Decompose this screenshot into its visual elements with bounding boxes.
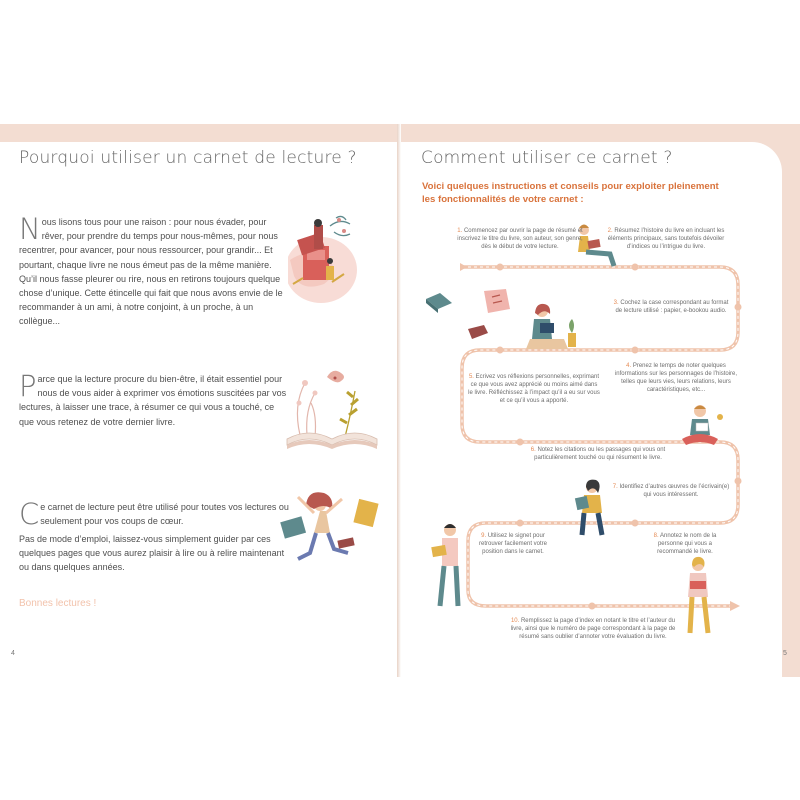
- step-number: 5.: [468, 374, 474, 380]
- step-text: Résumez l’histoire du livre en incluant les éléments principaux, sans toutefois dévoiler d’indices ou l’intrigue du livre.: [607, 228, 725, 250]
- step-6: [528, 446, 668, 462]
- step-5: [468, 373, 600, 405]
- paragraph-4: [19, 532, 291, 575]
- page-number-right: 5: [783, 650, 787, 657]
- sitting-reader-illustration: [572, 479, 612, 541]
- step-text: Prenez le temps de noter quelques informations sur les personnages de l’histoire, telles que leurs vies, leurs relations, leurs caractéristiques, etc...: [614, 363, 738, 393]
- paragraph-text: Pas de mode d’emploi, laissez-vous simplement guider par ces quelques pages que vous aurez plaisir à lire ou à relire maintenant ou dans quelques années.: [19, 534, 285, 573]
- drop-cap: P: [19, 369, 37, 403]
- step-1: [456, 227, 584, 251]
- right-page-title: Comment utiliser ce carnet ?: [421, 148, 673, 168]
- step-number: 4.: [626, 363, 632, 369]
- standing-reader-illustration: [428, 522, 468, 610]
- step-text: Notez les citations ou les passages qui vous ont particulièrement touché ou qui résument le livre.: [534, 447, 666, 461]
- paragraph-2: [19, 369, 291, 429]
- right-page-subtitle: Voici quelques instructions et conseils pour exploiter pleinement les fonctionnalités de votre carnet :: [422, 181, 719, 205]
- step-number: 6.: [530, 447, 536, 453]
- page-number-left: 4: [11, 650, 15, 657]
- step-text: Annotez le nom de la personne qui vous a recommandé le livre.: [657, 533, 717, 555]
- page-gutter: [397, 124, 401, 677]
- drop-cap: C: [19, 497, 40, 531]
- step-number: 2.: [607, 228, 613, 234]
- closing-text: Bonnes lectures !: [19, 598, 97, 609]
- paragraph-1: [19, 212, 291, 329]
- step-4: [614, 362, 738, 394]
- step-number: 1.: [457, 228, 463, 234]
- walking-reader-illustration: [680, 555, 716, 637]
- step-9: [474, 532, 552, 556]
- step-7: [612, 483, 730, 499]
- paragraph-text: e carnet de lecture peut être utilisé pour toutes vos lectures ou seulement pour vos coups de cœur.: [40, 502, 289, 527]
- step-text: Cochez la case correspondant au format de lecture utilisé : papier, e-bookou audio.: [615, 300, 729, 314]
- step-text: Remplissez la page d’index en notant le titre et l’auteur du livre, ainsi que le numéro de page correspondant à la page de résumé sans oublier d’annoter votre évaluation du livre.: [510, 618, 676, 640]
- flying-books-illustration: [422, 285, 514, 345]
- step-3: [612, 299, 730, 315]
- paragraph-text: ous lisons tous pour une raison : pour nous évader, pour rêver, pour prendre du temps pour nous-mêmes, pour nous recentrer, pour avancer, pour nous ressourcer, pour grandir... Et pourtant, chaque livre ne nous émeut pas de la même manière. Qu’il nous fasse pleurer ou rire, nous en retirons toujours quelque chose d’unique. Cette étincelle qui fait que nous avons envie de le recommander à un ami, à notre conjoint, à un proche, à un collègue...: [19, 217, 283, 327]
- jumping-girl-illustration: [276, 483, 384, 571]
- book-stack-illustration: [288, 214, 358, 304]
- left-page-title: Pourquoi utiliser un carnet de lecture ?: [19, 148, 357, 168]
- step-text: Identifiez d’autres œuvres de l’écrivain(e) qui vous intéressent.: [619, 484, 730, 498]
- step-number: 3.: [613, 300, 619, 306]
- step-number: 8.: [653, 533, 659, 539]
- step-2: [600, 227, 732, 251]
- step-number: 10.: [510, 618, 520, 624]
- step-text: Ecrivez vos réflexions personnelles, exprimant ce que vous avez apprécié ou moins aimé dans le livre. Réfléchissez à l’impact qu’il a eu sur vous et ce qu’il vous a apporté.: [468, 374, 600, 404]
- cross-legged-reader-illustration: [674, 403, 728, 449]
- sitting-woman-illustration: [520, 303, 582, 355]
- step-text: Commencez par ouvrir la page de résumé et inscrivez le titre du livre, son auteur, son genre, dès le début de votre lecture.: [457, 228, 583, 250]
- step-number: 7.: [612, 484, 618, 490]
- paragraph-3: [19, 497, 291, 531]
- step-8: [646, 532, 724, 556]
- open-book-illustration: [285, 365, 380, 455]
- step-number: 9.: [481, 533, 487, 539]
- step-text: Utilisez le signet pour retrouver facilement votre position dans le carnet.: [478, 533, 548, 555]
- step-10: [510, 617, 676, 641]
- drop-cap: N: [19, 212, 41, 246]
- paragraph-text: arce que la lecture procure du bien-être, il était essentiel pour nous de vous aider à exprimer vos émotions suscitées par vos lectures, à laisser une trace, à résumer ce qui vous a touché, ce que vous retenez de votre dernier livre.: [19, 374, 287, 427]
